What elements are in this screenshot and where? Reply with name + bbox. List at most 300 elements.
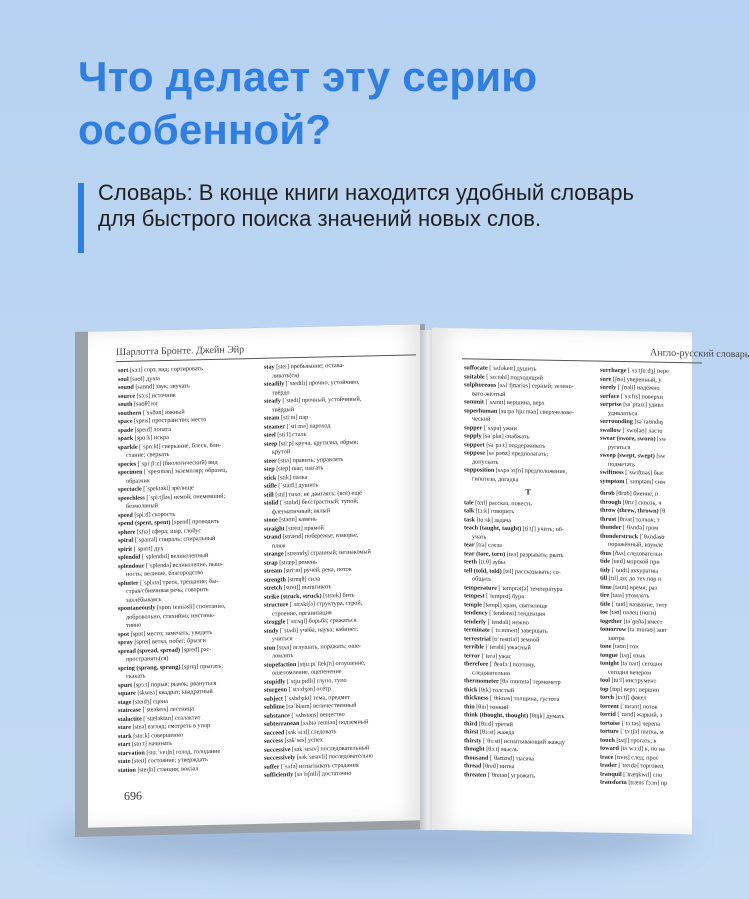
entry-translation: [səˈpəʊz] предполагать; xyxy=(484,449,549,458)
entry-translation: [səkˈsesɪvli] последовательно xyxy=(295,752,374,762)
entry-headword: spot xyxy=(118,630,130,638)
entry-translation: [ˈθɜːsti] испытывающий жажду xyxy=(481,737,566,746)
entry-headword: steer xyxy=(264,456,277,465)
entry-translation: [ˈstʌdi] учёба, наука; кабинет; xyxy=(278,625,359,634)
entry-headword: stick xyxy=(264,473,277,482)
entry-translation: [spɜːt] порыв; рывок; рвануться xyxy=(132,679,217,689)
entry-headword: tear xyxy=(464,541,475,549)
entry-headword: steep xyxy=(264,439,278,448)
entry-translation: [ˈstedi] прочный, устойчивый, xyxy=(280,395,362,405)
entry-translation: [spred] рас- xyxy=(180,645,212,654)
entry-continuation: поражённый, изумлё xyxy=(608,540,663,549)
entry-continuation: пространять(ся) xyxy=(126,654,169,663)
entry-headword: thrust xyxy=(600,515,617,523)
entry-headword: tenderly xyxy=(464,617,486,626)
entry-translation: [speɪs] пространство; место xyxy=(132,416,207,425)
entry-translation: [təˈwɔːd] к, по на xyxy=(618,744,665,753)
entry-headword: surely xyxy=(600,383,617,391)
entry-headword: still xyxy=(264,491,274,499)
entry-translation: [stɪə] править; управлять xyxy=(276,455,344,464)
header-rule xyxy=(462,358,702,363)
entry-headword: tide xyxy=(600,557,610,565)
entry-headword: throw (threw, thrown) xyxy=(600,506,659,515)
entry-continuation: страя/сбивчивая речь; говорить xyxy=(126,586,209,595)
entry-translation: [templ] храм, святилище xyxy=(481,601,548,610)
entry-headword: spirit xyxy=(118,545,133,553)
entry-continuation: ливать(ся) xyxy=(272,371,300,380)
entry-translation: [streŋθ] сила xyxy=(285,575,320,583)
entry-headword: sphere xyxy=(118,528,136,536)
open-book xyxy=(0,318,749,899)
entry-translation: [təʊ] палец (ноги) xyxy=(607,608,657,617)
entry-headword: sort xyxy=(118,366,129,375)
entry-translation: [ˈʃʊəli] надёжно xyxy=(616,383,660,392)
entry-translation: [speɪd] лопата xyxy=(133,425,172,434)
entry-headword: stark xyxy=(118,732,132,740)
entry-translation: [ˈstrʌktʃə] структура, строй, xyxy=(288,599,363,609)
entry-continuation: флегматичный; вялый xyxy=(272,506,331,516)
dictionary-column xyxy=(464,364,592,781)
entry-headword: suffocate xyxy=(464,364,488,372)
entry-headword: symptom xyxy=(600,477,625,485)
entry-translation: [taɪm] время; раз xyxy=(611,583,657,592)
entry-headword: superhuman xyxy=(464,406,498,415)
page-title: Что делает эту серию особенной? xyxy=(78,53,538,153)
entry-headword: together xyxy=(600,617,622,625)
entry-translation: [ˈtɒrənt] поток xyxy=(618,702,658,711)
entry-translation: [ˈspiːʃiːz] (биологический) вид xyxy=(136,458,218,468)
entry-translation: [sw xyxy=(654,452,666,460)
entry-headword: toward xyxy=(600,744,619,752)
entry-headword: spray xyxy=(118,638,133,647)
entry-headword: steadily xyxy=(264,380,285,388)
entry-translation: [spɒnˈteɪniəsli] спонтанно, xyxy=(155,602,226,612)
entry-translation: [ˈðeəfɔː] поэтому, xyxy=(488,660,536,669)
accent-bar xyxy=(78,183,84,253)
entry-headword: tranquil xyxy=(600,770,622,778)
entry-headword: trace xyxy=(600,753,614,761)
entry-translation: [səkˈsiːd] следовать xyxy=(284,727,337,736)
entry-translation: [spiːd] скорость xyxy=(132,510,176,519)
entry-translation: [tɔːtʃ] факел xyxy=(613,693,647,702)
entry-continuation: добровольно, стихийно; инстинк- xyxy=(126,611,215,621)
entry-translation: [ˈsplendɪd] великолепный xyxy=(140,552,209,561)
entry-headword: stupidly xyxy=(264,677,286,686)
entry-translation: [steə] взгляд; смотреть в упор xyxy=(130,721,211,731)
entry-headword: terrestrial xyxy=(464,634,491,643)
entry-translation: [tɒp] верх; вершин xyxy=(608,685,660,694)
entry-headword: stone xyxy=(264,516,278,524)
entry-translation: [spreɪ] ветка, побег; брызги xyxy=(132,637,206,646)
entry-translation: [səˈraʊndɪŋ xyxy=(632,418,663,426)
entry-translation: [səˈfɪʃntli] достаточно xyxy=(293,769,352,779)
entry-headword: tonight xyxy=(600,659,619,667)
entry-headword: southern xyxy=(118,409,142,417)
entry-headword: task xyxy=(464,515,476,523)
entry-translation: [θrɒb] биение, п xyxy=(614,489,659,498)
entry-headword: strand xyxy=(264,533,282,541)
entry-headword: success xyxy=(264,737,283,745)
entry-translation: [ˈsʌbdʒɪkt] тема, предмет xyxy=(282,693,350,702)
entry-headword: thirsty xyxy=(464,736,482,745)
entry-translation: [steɪ] пребывание; остава- xyxy=(274,361,345,371)
entry-translation: [stəʊn] камень xyxy=(277,515,317,524)
entry-translation: [stretʃ] вытягивать xyxy=(282,583,332,592)
entry-headword: staircase xyxy=(118,706,141,715)
entry-continuation: следовательно xyxy=(472,668,510,677)
dictionary-column xyxy=(118,364,258,775)
entry-continuation: общать xyxy=(472,575,492,583)
entry-headword: spade xyxy=(118,426,134,434)
entry-headword: supposition xyxy=(464,466,495,474)
entry-translation: [taɪd] морской при xyxy=(609,557,660,566)
entry-continuation: безмолвный xyxy=(126,502,158,510)
entry-translation: [stiːp] круча, крутизна, обрыв; xyxy=(277,438,359,447)
entry-translation: [teɪl] рассказ, повесть xyxy=(473,498,532,507)
entry-translation: [ˈtendəli] нежно xyxy=(486,618,529,626)
entry-translation: [tʌtʃ] трогать; к xyxy=(614,736,657,745)
entry-headword: steamer xyxy=(264,422,285,431)
entry-translation: [strænd] побережье, взморье, xyxy=(281,531,359,541)
entry-translation: [teə] разрывать; рвать xyxy=(505,550,564,559)
entry-headword: thick xyxy=(464,685,478,694)
entry-continuation: удивляться xyxy=(608,409,638,417)
entry-headword: struggle xyxy=(264,618,286,626)
entry-translation: [sprɪŋ] прыгать; xyxy=(180,662,223,671)
entry-headword: splendour xyxy=(118,561,145,570)
entry-translation: [θəˈmɒmɪtə] термометр xyxy=(498,677,561,686)
entry-continuation: крутой xyxy=(272,448,291,456)
entry-translation: [θruː] сквозь, ч xyxy=(621,498,662,507)
entry-translation: [step] шаг; шагать xyxy=(274,464,324,473)
entry-translation: [ˈstrʌɡl] борьба; сражаться xyxy=(285,616,357,626)
entry-headword: spontaneously xyxy=(118,604,156,613)
entry-headword: sure xyxy=(600,375,612,383)
entry-headword: steady xyxy=(264,397,281,405)
entry-translation: [ˈθretən] угрожать xyxy=(486,771,535,780)
page-number: 696 xyxy=(124,788,142,803)
entry-translation: [tɑːsk] задача xyxy=(475,515,512,524)
entry-translation: [tɪˈrestriəl] земной xyxy=(490,635,540,644)
entry-translation: [ˈsteəkeɪs] лестница xyxy=(140,705,194,714)
dictionary-entry xyxy=(600,477,720,488)
entry-translation: [ˈsʌpə] ужин xyxy=(482,424,517,432)
entry-translation: [ˈtaɪtl] название, титу xyxy=(610,600,668,609)
entry-translation: [θrʌst] толчок; т xyxy=(616,515,660,524)
entry-translation: [stʌn] оглушать, поражать; оше- xyxy=(275,642,361,652)
entry-headword: transform xyxy=(600,778,627,787)
entry-headword: tortoise xyxy=(600,719,620,727)
entry-headword: thirst xyxy=(464,728,479,736)
entry-translation: [səˈpɔːt] поддерживать xyxy=(484,441,546,450)
entry-translation: [tuːl] инструмент xyxy=(609,676,657,685)
dictionary-entry xyxy=(264,769,404,781)
entry-translation: [steɪdʒ] сцена xyxy=(131,697,168,706)
entry-headword: sufficiently xyxy=(264,771,294,779)
entry-translation: [ˈstɒlɪd] бесстрастный; тупой; xyxy=(278,497,359,507)
entry-continuation: гипотеза, догадка xyxy=(472,474,519,483)
entry-headword: substance xyxy=(264,711,290,720)
entry-translation: [stɑːk] совершенно xyxy=(131,731,183,740)
entry-continuation: ческий xyxy=(472,415,491,423)
entry-translation: [sw xyxy=(655,435,667,443)
entry-headword: sweep (swept, swept) xyxy=(600,451,655,460)
entry-headword: touch xyxy=(600,736,615,744)
entry-headword: terminate xyxy=(464,626,490,634)
entry-translation: [tel] рассказывать; со- xyxy=(501,567,561,576)
entry-translation: [tɪə] слеза xyxy=(474,541,502,549)
entry-headword: talk xyxy=(464,507,475,515)
entry-headword: sparkle xyxy=(118,443,138,451)
entry-headword: thread xyxy=(464,762,482,770)
entry-translation: [ˈtræŋkwɪl] спо xyxy=(621,770,663,779)
entry-translation: [ˈsʌbstəns] вещество xyxy=(289,710,345,719)
entry-translation: [ˈspɑːkl] сверкание, блеск, бли- xyxy=(137,441,222,451)
entry-headword: spread (spread, spread) xyxy=(118,646,181,655)
entry-continuation: захлёбываясь xyxy=(126,595,162,604)
entry-translation: [tiːtʃ] учить; об- xyxy=(521,525,564,534)
entry-translation: [ˈθʌndəstr xyxy=(638,532,666,541)
dictionary-entry xyxy=(118,763,258,775)
entry-headword: torture xyxy=(600,727,619,735)
entry-headword: tone xyxy=(600,642,612,650)
entry-translation: [stiːm] пар xyxy=(279,413,309,422)
entry-headword: thunderstruck xyxy=(600,532,639,540)
entry-translation: [streɪndʒ] странный; незнакомый xyxy=(283,548,371,558)
entry-headword: through xyxy=(600,498,622,506)
entry-headword: steam xyxy=(264,414,280,422)
entry-translation: [ˈθɪknəs] толщина, густота xyxy=(488,694,560,703)
dictionary-column xyxy=(264,361,404,781)
section-letter: T xyxy=(525,487,531,497)
entry-continuation: учать xyxy=(472,532,487,541)
entry-headword: steel xyxy=(264,431,276,439)
entry-translation: [ˈθʌndə] гром xyxy=(621,524,659,532)
entry-translation: [ˈstedɪli] прочно, устойчиво, xyxy=(284,378,360,388)
entry-translation: [saʊθ] юг xyxy=(132,400,159,408)
entry-translation: [təʊn] тон xyxy=(611,642,639,651)
entry-translation: [təˈɡeðə] вмест xyxy=(622,617,663,626)
entry-headword: space xyxy=(118,417,133,426)
entry-headword: stare xyxy=(118,723,131,732)
entry-translation: [stɪl] тихо, не двигаясь; (всё) ещё xyxy=(273,489,362,499)
entry-headword: sulphureous xyxy=(464,381,497,389)
entry-translation: [striːm] ручей, река, поток xyxy=(282,565,352,575)
entry-translation: [streɪt] прямой xyxy=(284,523,324,532)
entry-translation: [saʊnd] звук; звучать xyxy=(133,382,190,391)
entry-headword: toe xyxy=(600,608,608,616)
entry-translation: [ˈsɜːfɪs] поверхн xyxy=(619,392,663,401)
entry-headword: species xyxy=(118,460,137,468)
right-running-head: Англо-русский словарь xyxy=(650,347,749,361)
entry-translation: [stɪk] палка xyxy=(276,473,308,481)
entry-translation: [ˈtɒrɪd] жаркий, з xyxy=(615,710,663,719)
entry-translation: [səʊl] душа xyxy=(128,374,160,383)
entry-translation: [sɔːt] сорт, вид; сортировать xyxy=(128,365,203,374)
entry-translation: [ˈtendənsi] тенденция xyxy=(487,609,546,618)
entry-translation: [ˈsʌmɪt] вершина, верх xyxy=(483,398,545,407)
entry-translation: [səˈpraɪz] удивл xyxy=(621,401,664,409)
entry-headword: south xyxy=(118,400,133,409)
entry-translation: [tʌŋ] язык xyxy=(617,651,646,659)
entry-translation: [səkˈses] успех xyxy=(282,736,323,745)
entry-continuation: ломлять xyxy=(272,652,294,660)
entry-translation: [steɪt] состояние; утверждать xyxy=(130,756,208,765)
entry-headword: strike (struck, struck) xyxy=(264,591,322,601)
entry-headword: strength xyxy=(264,575,286,584)
entry-translation: [ˈtaɪdi] аккуратны xyxy=(610,566,659,575)
entry-headword: source xyxy=(118,392,136,400)
entry-continuation: строение, организация xyxy=(272,608,332,618)
entry-translation: [ˈspaɪrəl] спираль; спиральный xyxy=(133,534,216,544)
entry-headword: stalactite xyxy=(118,715,142,723)
entry-headword: spiral xyxy=(118,536,134,545)
entry-headword: stun xyxy=(264,644,276,652)
entry-continuation: скакать xyxy=(126,672,146,680)
entry-headword: tendency xyxy=(464,609,488,617)
entry-headword: subterranean xyxy=(264,719,300,728)
entry-headword: suppose xyxy=(464,449,485,457)
dictionary-entry xyxy=(600,779,720,790)
entry-headword: swiftness xyxy=(600,468,624,477)
entry-headword: torrid xyxy=(600,710,616,718)
entry-translation: [ˈstæləktaɪt] сталактит xyxy=(141,713,201,723)
entry-headword: threaten xyxy=(464,770,487,779)
entry-translation: [səˈplaɪ] снабжать xyxy=(481,432,530,441)
entry-translation: [ˈsɜːtʃɑːdʒ] пере xyxy=(626,367,669,375)
entry-headword: sublime xyxy=(264,703,285,711)
entry-headword: throb xyxy=(600,489,615,497)
entry-continuation: тивно xyxy=(126,621,142,629)
entry-headword: suffer xyxy=(264,762,280,771)
entry-continuation: вато-жёлтый xyxy=(472,389,506,398)
entry-headword: summit xyxy=(464,398,484,406)
entry-translation: [taɪə] утомлять xyxy=(609,591,650,600)
entry-translation: [treɪs] след; прос xyxy=(613,753,659,762)
entry-headword: stage xyxy=(118,698,132,706)
entry-translation: [təˈmɒrəʊ] завт xyxy=(626,626,668,634)
entry-headword: start xyxy=(118,740,131,749)
entry-headword: tempest xyxy=(464,592,485,600)
entry-continuation: допускать xyxy=(472,457,499,466)
entry-translation: [ˈsplʌtə] треск, трещание; бы- xyxy=(138,577,219,587)
feature-description: Словарь: В конце книги находится удобный словарь для быстрого поиска значений новых слов. xyxy=(98,180,634,231)
right-page xyxy=(432,328,749,835)
entry-headword: thermometer xyxy=(464,677,499,685)
entry-headword: spurt xyxy=(118,681,133,689)
entry-continuation: пляж xyxy=(272,541,286,550)
entry-continuation: образчик xyxy=(126,476,150,485)
entry-continuation: учиться xyxy=(272,635,293,643)
entry-headword: thought xyxy=(464,745,485,753)
entry-headword: tale xyxy=(464,498,474,506)
entry-headword: thin xyxy=(464,702,475,710)
entry-headword: spectacle xyxy=(118,485,142,494)
entry-translation: [ˈstaɪfl] душить xyxy=(276,481,319,490)
entry-translation: [spɒt] место; замечать; увидеть xyxy=(129,628,213,638)
entry-translation: [stjuːpɪˈfækʃn] оглушение, xyxy=(296,658,366,668)
entry-headword: tear (tore, torn) xyxy=(464,549,506,558)
entry-translation: [suːpəˈhjuːmən] сверхчелове- xyxy=(497,407,574,416)
dictionary-entry xyxy=(464,771,592,782)
entry-translation: [tɪl] до; до тех пор п xyxy=(607,574,662,583)
entry-translation: [θɪn] тонкий xyxy=(474,702,509,711)
left-running-head: Шарлотта Бронте. Джейн Эйр xyxy=(116,344,245,359)
entry-translation: [səˈblaɪm] величественный xyxy=(284,701,357,711)
entry-headword: suitable xyxy=(464,372,485,381)
entry-headword: state xyxy=(118,757,131,766)
entry-headword: surface xyxy=(600,392,620,400)
entry-translation: [spend] проводить xyxy=(170,517,220,526)
entry-continuation: завтра xyxy=(608,634,625,642)
entry-headword: tongue xyxy=(600,651,618,659)
entry-translation: [ˈsplendə] великолепие, пыш- xyxy=(144,560,223,569)
entry-translation: [ˈtɜːmɪneɪt] завершать xyxy=(489,626,548,635)
entry-translation: [skweə] квадрат; квадратный xyxy=(135,687,213,697)
entry-translation: [θɜːst] жажда xyxy=(478,728,515,737)
entry-translation: [ˈsuːtəbl] подходящий xyxy=(484,373,543,382)
entry-headword: speechless xyxy=(118,493,145,502)
entry-translation: [stræp] ремень xyxy=(277,558,318,566)
entry-headword: splendid xyxy=(118,553,141,562)
entry-translation: [ˈstɜːdʒən] осётр xyxy=(287,685,332,694)
entry-headword: soul xyxy=(118,375,129,383)
entry-headword: spring (sprang, sprung) xyxy=(118,663,181,672)
entry-translation: [ˈθaʊznd] тысяча xyxy=(488,754,535,763)
entry-translation: [ˈspiːtʃləs] немой; онемевший; xyxy=(144,492,226,501)
entry-translation: [təˈnaɪt] сегодня xyxy=(618,659,663,668)
entry-headword: speed xyxy=(118,511,133,519)
entry-translation: [tiːθ] зубы xyxy=(477,558,506,567)
entry-headword: sound xyxy=(118,383,134,392)
entry-translation: [ˈstjuːpɪdli] глупо, тупо xyxy=(285,676,347,685)
entry-headword: supply xyxy=(464,432,482,440)
entry-headword: top xyxy=(600,685,609,693)
entry-headword: think (thought, thought) xyxy=(464,711,529,720)
entry-headword: thunder xyxy=(600,523,622,532)
entry-translation: [stɑːˈveɪʃn] голод, голодание xyxy=(144,747,221,756)
entry-translation: [θ xyxy=(658,507,666,515)
entry-translation: [ˈspɪrɪt] дух xyxy=(132,544,164,553)
entry-headword: teach (taught, taught) xyxy=(464,524,522,533)
dictionary-column xyxy=(600,367,720,790)
entry-headword: terror xyxy=(464,651,481,660)
entry-translation: [ˈspesɪmən] экземпляр; образец, xyxy=(142,466,228,476)
entry-headword: tidy xyxy=(600,566,611,574)
entry-headword: till xyxy=(600,574,608,582)
entry-translation: [ʃʊə] уверенный, у xyxy=(611,375,662,384)
entry-headword: title xyxy=(600,600,611,608)
entry-headword: tell (told, told) xyxy=(464,566,502,575)
entry-headword: temperature xyxy=(464,583,497,592)
entry-translation: [ˈterəbl] ужасный xyxy=(483,643,531,652)
entry-headword: strange xyxy=(264,550,284,558)
entry-headword: temple xyxy=(464,600,482,609)
entry-translation: [spɑːk] искра xyxy=(133,433,169,442)
entry-translation: [səkˈsesɪv] последовательный xyxy=(290,743,370,753)
entry-continuation: твёрдо xyxy=(272,388,290,397)
entry-headword: spend (spent, spent) xyxy=(118,518,171,528)
entry-continuation: ность; величие, благородство xyxy=(126,569,204,578)
entry-headword: time xyxy=(600,583,612,591)
entry-translation: [θɜːd] третий xyxy=(477,720,513,728)
entry-translation: [stiːl] сталь xyxy=(275,430,307,439)
entry-translation: [sʌpəˈzɪʃn] предположение, xyxy=(494,466,567,476)
entry-headword: study xyxy=(264,626,279,635)
entry-headword: thickness xyxy=(464,694,489,702)
entry-headword: subject xyxy=(264,694,283,703)
entry-headword: stolid xyxy=(264,499,279,507)
